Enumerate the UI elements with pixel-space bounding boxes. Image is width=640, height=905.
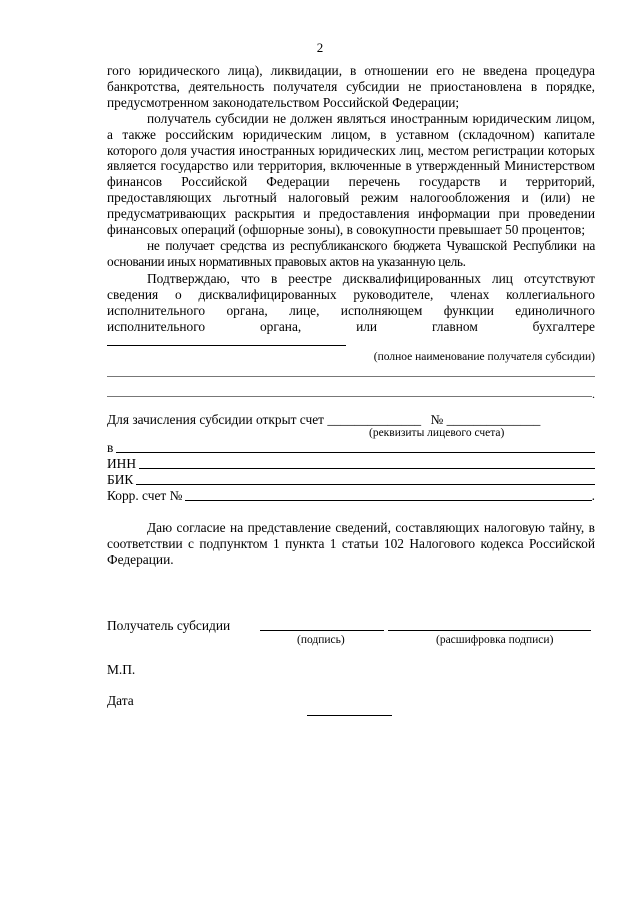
bank-row xyxy=(107,440,595,456)
document-body xyxy=(107,63,595,709)
recipient-name-line-2-row xyxy=(107,387,595,402)
corr-end-period: . xyxy=(591,487,595,503)
bank-field[interactable] xyxy=(116,451,595,453)
number-sign: № xyxy=(430,412,444,428)
inn-label: ИНН xyxy=(107,456,137,472)
paragraph-bankruptcy: гого юридического лица), ликвидации, в отношении его не введена процедура банкротства, деятельность получателя субсидии не приостановлена в порядке, предусмотренном законодательством Российской Федерации; xyxy=(107,63,595,110)
signature-caption: (подпись) xyxy=(297,633,345,646)
account-row xyxy=(107,412,595,428)
bik-label: БИК xyxy=(107,472,134,488)
stamp-label: М.П. xyxy=(107,661,136,677)
corr-account-field[interactable] xyxy=(185,499,591,501)
number-blank[interactable]: ______________ xyxy=(446,412,541,428)
account-details-caption: (реквизиты лицевого счета) xyxy=(369,427,505,440)
recipient-name-caption: (полное наименование получателя субсидии) xyxy=(373,351,595,364)
corr-account-row xyxy=(107,488,595,504)
signature-decoding-line[interactable] xyxy=(388,630,591,631)
account-blank[interactable]: ______________ xyxy=(327,412,422,428)
signature-row xyxy=(107,618,595,634)
date-label: Дата xyxy=(107,693,134,709)
bank-prefix-label: в xyxy=(107,440,114,456)
bik-row xyxy=(107,472,595,488)
inn-row xyxy=(107,456,595,472)
disqualified-text: Подтверждаю, что в реестре дисквалифицированных лиц отсутствуют сведения о дисквалифицированных руководителе, членах коллегиального исполнительного органа, лице, исполняющем функции единоличного исполнительного органа, или главном бухгалтере xyxy=(107,270,595,334)
paragraph-tax-consent: Даю согласие на представление сведений, составляющих налоговую тайну, в соответствии с подпунктом 1 пункта 1 статьи 102 Налогового кодекса Российской Федерации. xyxy=(107,519,595,567)
recipient-label: Получатель субсидии xyxy=(107,617,231,633)
paragraph-foreign-entity: получатель субсидии не должен являться иностранным юридическим лицом, а также российским юридическим лицом, в уставном (складочном) капитале которого доля участия иностранных юридических лиц, местом регистрации которых является государство или территория, включенные в утвержденный Министерством финансов Российской Федерации перечень государств и территорий, предоставляющих льготный налоговый режим налогообложения и (или) не предусматривающих раскрытия и предоставления информации при проведении финансовых операций (офшорные зоны), в совокупности превышает 50 процентов; xyxy=(107,110,595,238)
inn-field[interactable] xyxy=(139,467,595,469)
signature-captions xyxy=(107,634,595,648)
bik-field[interactable] xyxy=(136,483,595,485)
account-opened-label: Для зачисления субсидии открыт счет xyxy=(107,412,325,428)
page-number: 2 xyxy=(316,40,324,55)
line-end-period: . xyxy=(592,387,595,402)
recipient-name-field[interactable] xyxy=(107,335,346,346)
corr-account-label: Корр. счет № xyxy=(107,487,183,503)
signature-decoding-caption: (расшифровка подписи) xyxy=(436,633,554,646)
recipient-name-line-2[interactable] xyxy=(107,396,592,397)
signature-line[interactable] xyxy=(260,630,384,631)
date-line[interactable] xyxy=(307,715,392,716)
paragraph-budget-funds: не получает средства из республиканского бюджета Чувашской Республики на основании иных нормативных правовых актов на указанную цель. xyxy=(107,237,595,269)
paragraph-disqualified-persons xyxy=(107,271,595,351)
